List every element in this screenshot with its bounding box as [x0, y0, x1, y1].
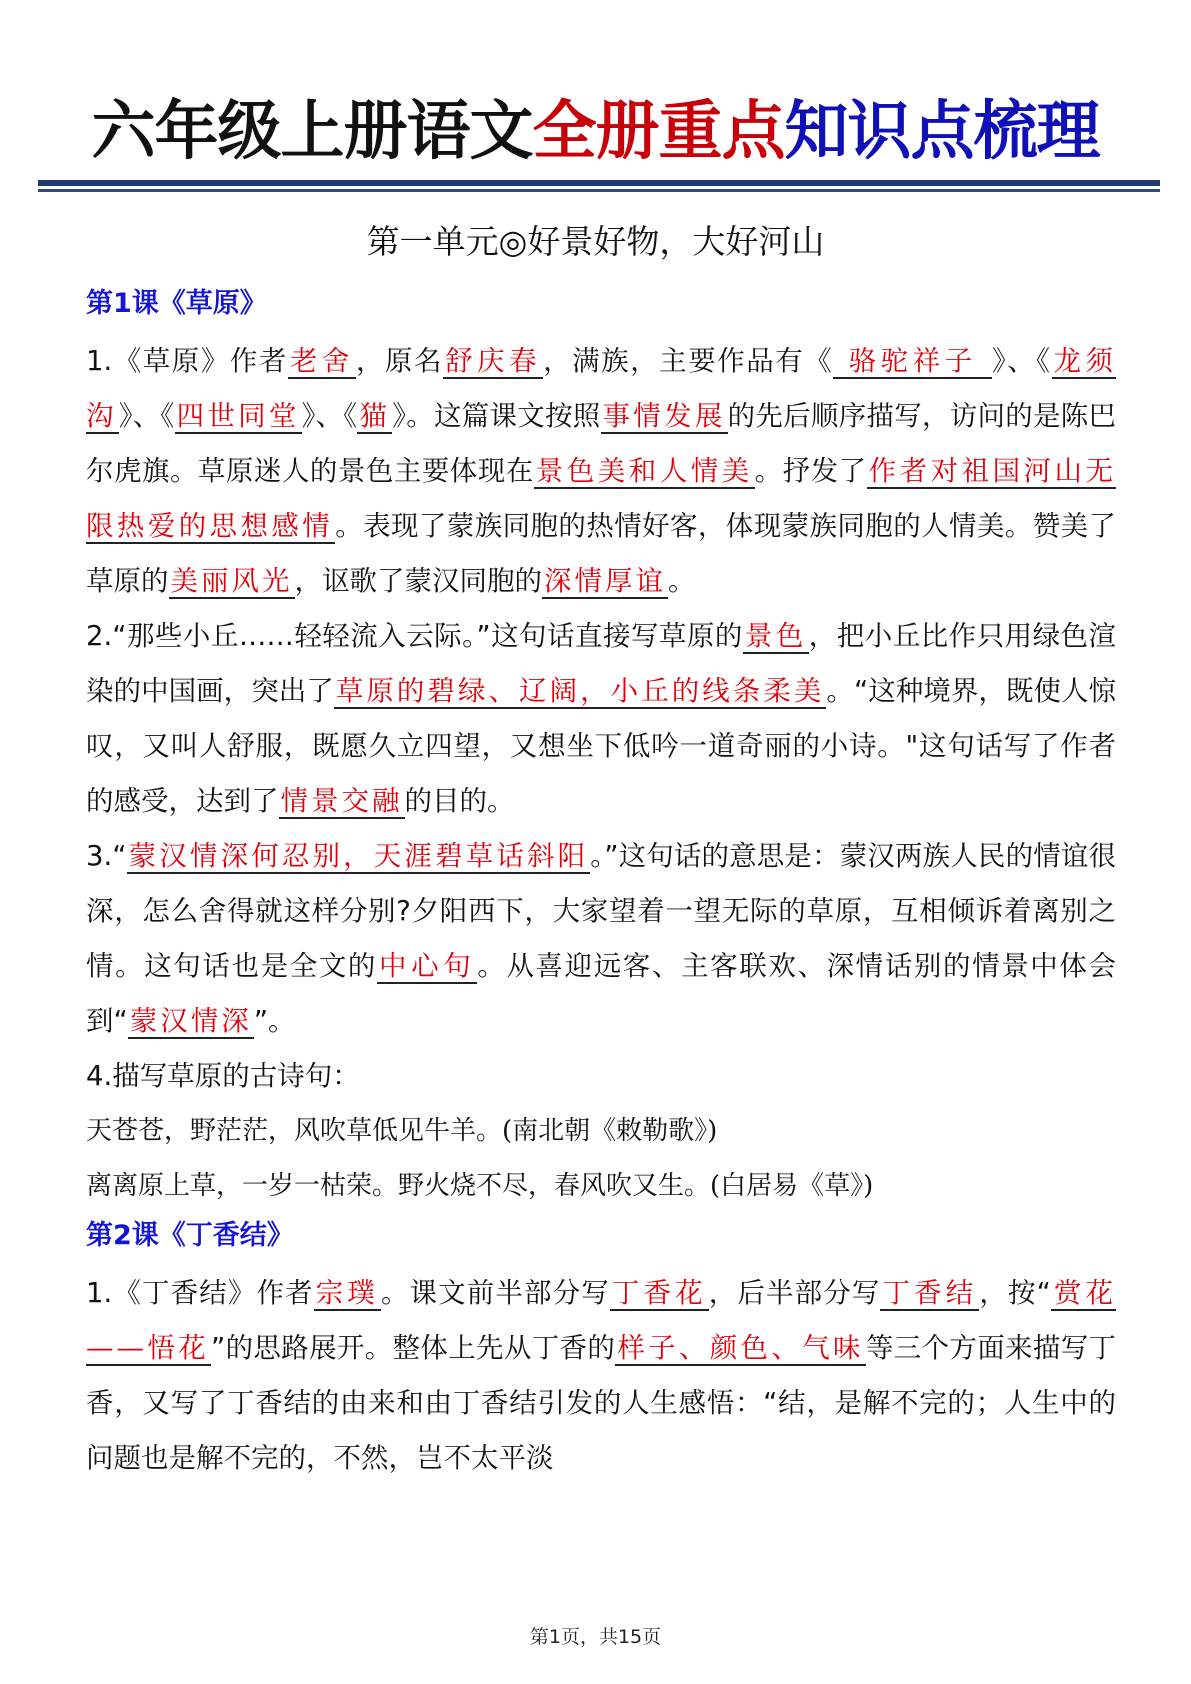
document-title — [0, 92, 1191, 172]
text: 。从喜迎远客、主客联欢、深情话别的情景中体会到“ — [86, 950, 1117, 1037]
text: 。 — [668, 565, 696, 597]
text: ”的思路展开。整体上先从丁香的 — [211, 1332, 616, 1364]
text: 》、《 — [991, 345, 1052, 377]
unit-title: 第一单元◎好景好物，大好河山 — [366, 222, 825, 261]
key-answer: 深情厚谊 — [544, 565, 666, 597]
text: 。表现了蒙族同胞的热情好客，体现蒙族同胞的人情美。赞美了草原的 — [86, 510, 1117, 597]
key-answer: 四世同堂 — [176, 400, 300, 432]
lesson1-point-4-heading: 4.描写草原的古诗句： — [86, 1060, 360, 1092]
lesson1-point-2 — [86, 609, 1116, 829]
text: 的先后顺序描写，访问的是陈巴尔虎旗。草原迷人的景色主要体现在 — [86, 400, 1117, 487]
key-answer: 美丽风光 — [170, 565, 293, 597]
key-answer: 宗璞 — [315, 1277, 379, 1309]
text: 的目的。 — [404, 785, 515, 817]
text: 1.《草原》作者 — [86, 345, 288, 377]
lesson1-point-3 — [86, 829, 1116, 1049]
poem-line: 天苍苍，野茫茫，风吹草低见牛羊。(南北朝《敕勒歌》) — [86, 1116, 718, 1146]
title-divider-thick — [38, 180, 1160, 186]
text: 等三个方面来描写丁香，又写了丁香结的由来和由丁香结引发的人生感悟：“结，是解不完的；人生中的问题也是解不完的，不然，岂不太平淡 — [86, 1332, 1117, 1474]
text: 。”这句话的意思是：蒙汉两族人民的情谊很深，怎么舍得就这样分别?夕阳西下，大家望着一望无际的草原，互相倾诉着离别之情。这句话也是全文的 — [86, 840, 1117, 982]
lesson1-point-1 — [86, 334, 1116, 609]
key-answer: 样子、颜色、气味 — [617, 1332, 864, 1364]
key-answer: 赏花——悟花 — [86, 1277, 1117, 1364]
text: ，原名 — [355, 345, 444, 377]
text: ，按“ — [979, 1277, 1051, 1309]
key-answer: 中心句 — [379, 950, 476, 982]
text: ，把小丘比作只用绿色渲染的中国画，突出了 — [86, 620, 1117, 707]
text: ”。 — [253, 1005, 296, 1037]
text: 》、《 — [301, 400, 358, 432]
text: 》、《 — [118, 400, 175, 432]
title-part-highlight: 全册重点 — [532, 94, 785, 169]
text: 》。这篇课文按照 — [392, 400, 601, 432]
key-answer: 景色 — [744, 620, 807, 652]
key-answer: 龙须沟 — [86, 345, 1117, 432]
title-divider-thin — [38, 189, 1160, 192]
text: 。“这种境界，既使人惊叹，又叫人舒服，既愿久立四望，又想坐下低吟一道奇丽的小诗。"这句话写了作者的感受，达到了 — [86, 675, 1117, 817]
key-answer: 景色美和人情美 — [535, 455, 753, 487]
title-part-grade: 六年级上册语文 — [91, 94, 533, 169]
key-answer: 丁香花 — [611, 1277, 707, 1309]
lesson-heading-2: 第2课《丁香结》 — [86, 1220, 294, 1251]
text: ，讴歌了蒙汉同胞的 — [294, 565, 542, 597]
key-answer: 蒙汉情深何忍别，天涯碧草话斜阳 — [128, 840, 589, 872]
key-answer: 舒庆春 — [445, 345, 542, 377]
text: 1.《丁香结》作者 — [86, 1277, 314, 1309]
lesson-heading-1: 第1课《草原》 — [86, 288, 267, 319]
text: ，满族，主要作品有《 — [543, 345, 834, 377]
key-answer: 猫 — [359, 400, 391, 432]
text: 2.“那些小丘……轻轻流入云际。”这句话直接写草原的 — [86, 620, 743, 652]
key-answer: 草原的碧绿、辽阔，小丘的线条柔美 — [335, 675, 825, 707]
key-answer: 情景交融 — [280, 785, 403, 817]
lesson2-point-1 — [86, 1266, 1116, 1486]
text: ，后半部分写 — [708, 1277, 881, 1309]
key-answer: 作者对祖国河山无限热爱的思想感情 — [86, 455, 1117, 542]
title-part-topic: 知识点梳理 — [784, 94, 1100, 169]
key-answer: 事情发展 — [602, 400, 726, 432]
key-answer: 骆驼祥子 — [835, 345, 990, 377]
page-indicator: 第1页，共15页 — [529, 1626, 662, 1648]
text: 。抒发了 — [754, 455, 867, 487]
text: 。课文前半部分写 — [380, 1277, 610, 1309]
poem-line: 离离原上草，一岁一枯荣。野火烧不尽，春风吹又生。(白居易《草》) — [86, 1171, 874, 1201]
key-answer: 蒙汉情深 — [129, 1005, 252, 1037]
document-body — [86, 282, 1116, 1486]
text: 3.“ — [86, 840, 127, 872]
key-answer: 老舍 — [289, 345, 354, 377]
key-answer: 丁香结 — [882, 1277, 978, 1309]
